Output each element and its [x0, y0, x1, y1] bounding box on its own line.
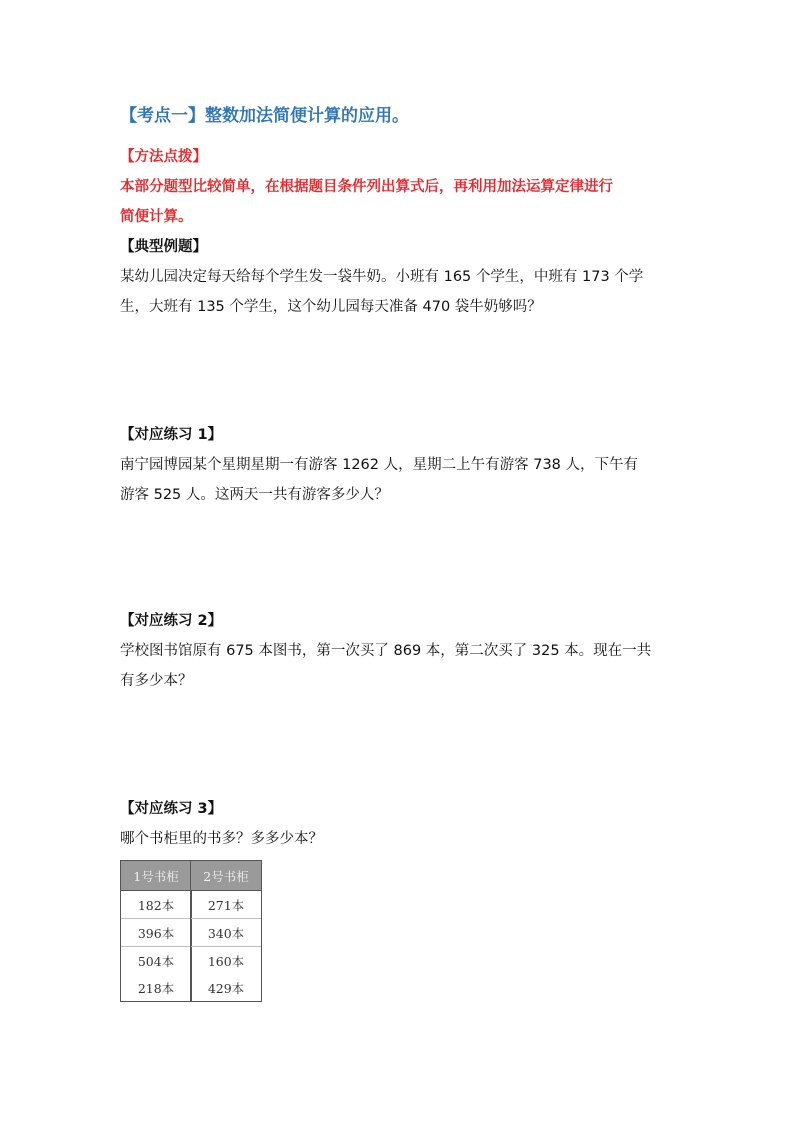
- method-line-1: 本部分题型比较简单，在根据题目条件列出算式后，再利用加法运算定律进行: [120, 179, 613, 195]
- bookshelf-2-table: [190, 860, 262, 1002]
- practice3-section: [120, 794, 680, 854]
- method-section: [120, 142, 680, 232]
- practice1-label: 【对应练习 1】: [120, 427, 223, 443]
- example-line-1: 某幼儿园决定每天给每个学生发一袋牛奶。小班有 165 个学生，中班有 173 个学: [120, 269, 644, 285]
- example-line-2: 生，大班有 135 个学生，这个幼儿园每天准备 470 袋牛奶够吗？: [120, 299, 542, 315]
- practice3-question: 哪个书柜里的书多？多多少本？: [120, 831, 323, 847]
- bookshelf-2-row: 271本: [191, 891, 262, 919]
- bookshelf-1-row: 218本: [121, 974, 192, 1002]
- page-title: 【考点一】整数加法简便计算的应用。: [120, 106, 409, 126]
- practice2-section: [120, 606, 680, 696]
- practice1-section: [120, 420, 680, 510]
- bookshelf-1-row: 504本: [121, 947, 192, 975]
- example-label: 【典型例题】: [120, 239, 207, 255]
- bookshelf-2-row: 340本: [191, 919, 262, 947]
- practice1-line-2: 游客 525 人。这两天一共有游客多少人？: [120, 487, 389, 503]
- bookshelf-2-row: 160本: [191, 947, 262, 975]
- bookshelf-1-header: 1号书柜: [121, 861, 192, 891]
- bookshelf-1-row: 396本: [121, 919, 192, 947]
- example-section: [120, 232, 680, 322]
- practice2-line-1: 学校图书馆原有 675 本图书，第一次买了 869 本，第二次买了 325 本。现在一共: [120, 643, 652, 659]
- practice2-label: 【对应练习 2】: [120, 613, 223, 629]
- bookshelf-2-header: 2号书柜: [191, 861, 262, 891]
- bookshelf-1-row: 182本: [121, 891, 192, 919]
- method-line-2: 简便计算。: [120, 209, 193, 225]
- bookshelf-2-row: 429本: [191, 974, 262, 1002]
- bookshelf-1-table: [120, 860, 192, 1002]
- method-label: 【方法点拨】: [120, 149, 207, 165]
- practice3-label: 【对应练习 3】: [120, 801, 223, 817]
- practice1-line-1: 南宁园博园某个星期星期一有游客 1262 人，星期二上午有游客 738 人，下午有: [120, 457, 639, 473]
- practice2-line-2: 有多少本？: [120, 673, 193, 689]
